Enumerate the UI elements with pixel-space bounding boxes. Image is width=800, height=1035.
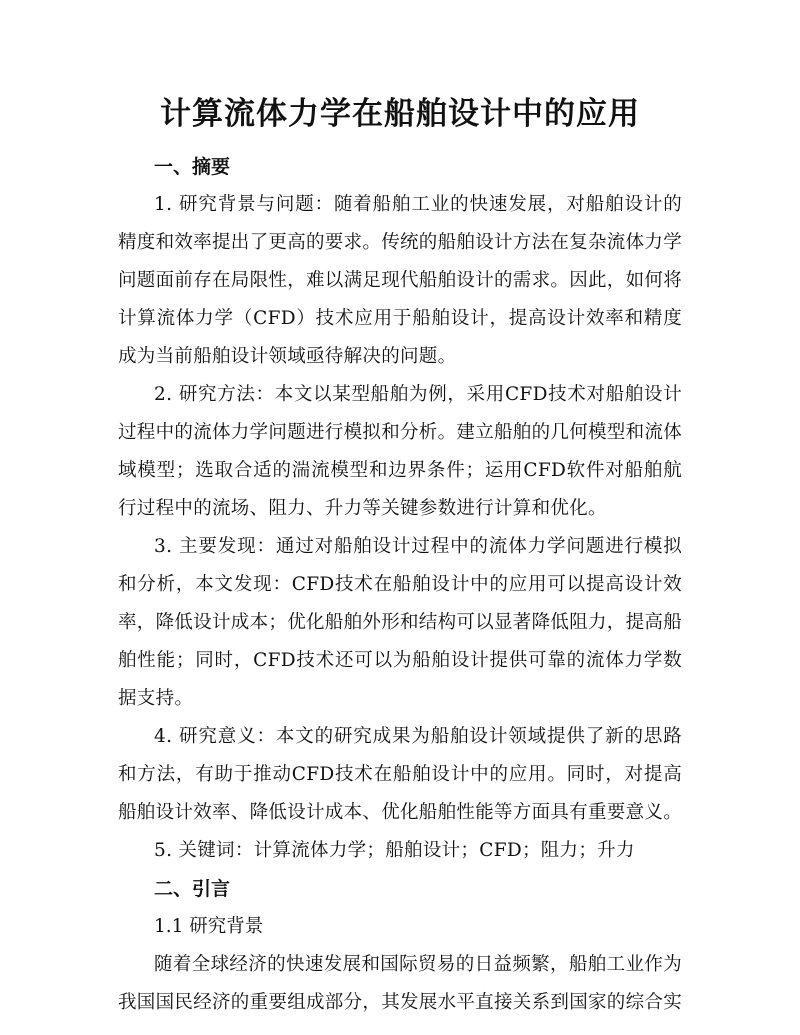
abstract-item-keywords: 5. 关键词：计算流体力学；船舶设计；CFD；阻力；升力 (154, 840, 635, 861)
section-heading-abstract: 一、摘要 (154, 156, 231, 178)
abstract-item-findings: 3. 主要发现：通过对船舶设计过程中的流体力学问题进行模拟和分析，本文发现：CFD技术在船舶设计中的应用可以提高设计效率，降低设计成本；优化船舶外形和结构可以显著降低阻力，提高船舶性能；同时，CFD技术还可以为船舶设计提供可靠的流体力学数据支持。 (118, 536, 683, 709)
document-title: 计算流体力学在船舶设计中的应用 (160, 96, 640, 132)
intro-paragraph: 随着全球经济的快速发展和国际贸易的日益频繁，船舶工业作为我国国民经济的重要组成部分，其发展水平直接关系到国家的综合实 (118, 954, 683, 1013)
abstract-item-background: 1. 研究背景与问题：随着船舶工业的快速发展，对船舶设计的精度和效率提出了更高的要求。传统的船舶设计方法在复杂流体力学问题面前存在局限性，难以满足现代船舶设计的需求。因此，如何将计算流体力学（CFD）技术应用于船舶设计，提高设计效率和精度成为当前船舶设计领域亟待解决的问题。 (118, 194, 683, 367)
abstract-item-method: 2. 研究方法：本文以某型船舶为例，采用CFD技术对船舶设计过程中的流体力学问题进行模拟和分析。建立船舶的几何模型和流体域模型；选取合适的湍流模型和边界条件；运用CFD软件对船舶航行过程中的流场、阻力、升力等关键参数进行计算和优化。 (118, 384, 683, 519)
abstract-item-significance: 4. 研究意义：本文的研究成果为船舶设计领域提供了新的思路和方法，有助于推动CFD技术在船舶设计中的应用。同时，对提高船舶设计效率、降低设计成本、优化船舶性能等方面具有重要意义。 (118, 726, 683, 823)
section-heading-introduction: 二、引言 (154, 878, 231, 900)
subsection-heading-background: 1.1 研究背景 (154, 916, 264, 937)
